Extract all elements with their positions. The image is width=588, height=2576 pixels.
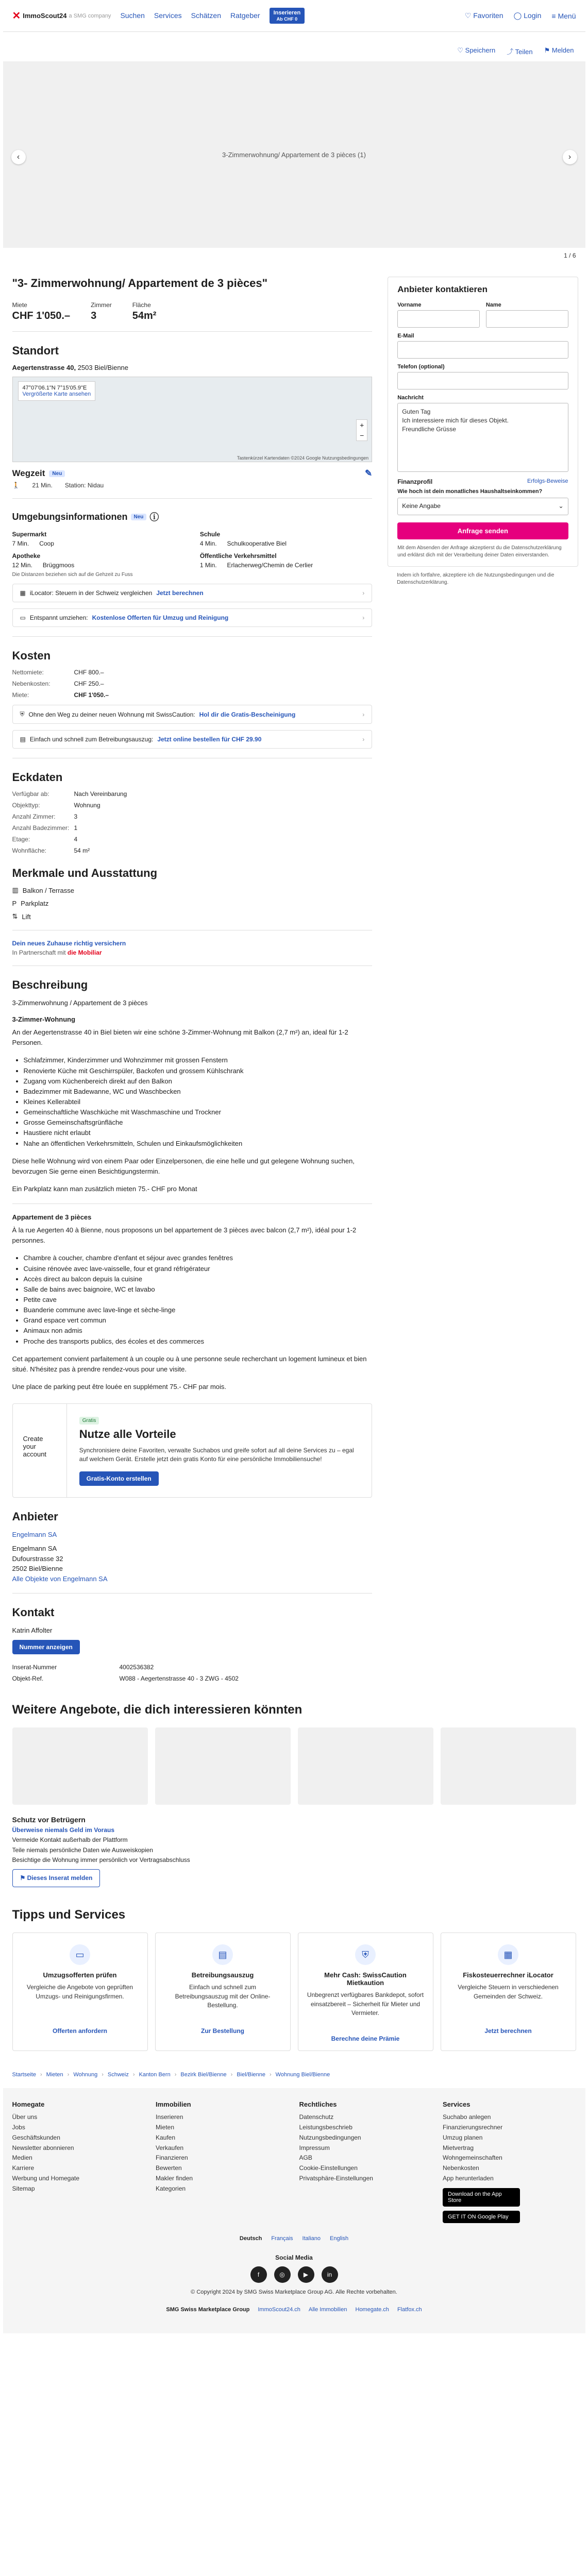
- listing-ids: Inserat-Nummer 4002536382 Objekt-Ref. W088 - Aegertenstrasse 40 - 3 ZWG - 4502: [12, 1663, 239, 1682]
- more-offers-heading: Weitere Angebote, die dich interessieren könnten: [12, 1702, 303, 1717]
- account-promo: Create your account Gratis Nutze alle Vorteile Synchronisiere deine Favoriten, verwalte Suchabos und greife sofort auf all deine Services zu – egal auf welchem Gerät. Erstelle jetzt dein gratis Konto für eine persönliche Immobiliensuche! Gratis-Konto erstellen: [12, 1403, 373, 1498]
- zoom-in-icon[interactable]: +: [360, 421, 364, 429]
- cost-table: Nettomiete: CHF 800.– Nebenkosten: CHF 250.– Miete: CHF 1'050.–: [12, 669, 109, 699]
- phone-input[interactable]: [397, 372, 568, 389]
- free-badge: Gratis: [79, 1417, 99, 1425]
- provider-info: Engelmann SA Engelmann SA Dufourstrasse 32 2502 Biel/Bienne Alle Objekte von Engelmann SA: [12, 1530, 108, 1583]
- tip-link[interactable]: Jetzt berechnen: [484, 2027, 532, 2035]
- chevron-right-icon: ›: [362, 736, 365, 743]
- main-nav: [120, 8, 305, 24]
- listing-actions: [3, 32, 585, 61]
- tip-card: ▤ Betreibungsauszug Einfach und schnell zum Betreibungsauszug mit der Online-Bestellung. Zur Bestellung: [155, 1933, 291, 2051]
- feature-balcony: ▥ Balkon / Terrasse: [12, 886, 74, 894]
- app-store-badge[interactable]: Download on the App Store: [443, 2188, 520, 2207]
- kontakt-heading: Kontakt: [12, 1606, 55, 1619]
- poi-transport: Öffentliche Verkehrsmittel 1 Min. Erlacherweg/Chemin de Cerlier: [199, 552, 313, 569]
- report-button[interactable]: ⚑ Melden: [544, 46, 574, 54]
- tips-heading: Tipps und Services: [12, 1908, 126, 1922]
- swisscaution-banner[interactable]: ⛨ Ohne den Weg zu deiner neuen Wohnung mit SwissCaution: Hol dir die Gratis-Bescheinigung ›: [12, 705, 373, 724]
- heart-icon: ♡: [457, 46, 464, 54]
- create-account-button[interactable]: Gratis-Konto erstellen: [79, 1471, 159, 1486]
- area-value: 54m²: [132, 310, 157, 321]
- breadcrumb: Startseite › Mieten › Wohnung › Schweiz › Kanton Bern › Bezirk Biel/Bienne › Biel/Bienne › Wohnung Biel/Bienne: [12, 2072, 330, 2078]
- inserieren-button[interactable]: Inserieren Ab CHF 0: [270, 8, 305, 24]
- image-gallery[interactable]: [3, 61, 585, 259]
- offer-card-placeholder[interactable]: [298, 1727, 433, 1805]
- form-legal: Mit dem Absenden der Anfrage akzeptierst du die Datenschutzerklärung und erklärst dich mit der Verarbeitung deiner Daten einverstanden.: [397, 545, 562, 558]
- map-footer: Tastenkürzel Kartendaten ©2024 Google Nutzungsbedingungen: [237, 455, 369, 461]
- rent-label: Miete: [12, 301, 27, 309]
- wegzeit-heading: Wegzeit Neu ✎: [12, 468, 373, 478]
- parking-icon: P: [12, 900, 17, 907]
- show-number-button[interactable]: Nummer anzeigen: [12, 1640, 80, 1654]
- tip-card: ▦ Fiskosteuerrechner iLocator Vergleiche Steuern in verschiedenen Gemeinden der Schweiz. Jetzt berechnen: [441, 1933, 576, 2051]
- moving-banner[interactable]: ▭ Entspannt umziehen: Kostenlose Offerten für Umzug und Reinigung ›: [12, 608, 373, 627]
- poi-school: Schule 4 Min. Schulkooperative Biel: [199, 531, 287, 547]
- address: Aegertenstrasse 40, 2503 Biel/Bienne: [12, 364, 129, 371]
- gallery-next-button[interactable]: [563, 150, 577, 164]
- contact-form: Anbieter kontaktieren Vorname Name E-Mail Telefon (optional) Nachricht Guten Tag Ich interessiere mich für dieses Objekt. Freundliche Grüsse Finanzprofil Erfolgs-Beweise Wie hoch ist dein monatliches Haushaltseinkommen? Keine Angabe ⌄ Anfrage senden Mit dem Absenden der Anfrage akzeptierst du die Datenschutzerklärung und erklärst dich mit der Verarbeitung deiner Daten einverstanden.: [388, 277, 578, 567]
- heart-icon: ♡: [464, 11, 472, 20]
- tip-card: ▭ Umzugsofferten prüfen Vergleiche die Angebote von geprüften Umzugs- und Reinigungsfirmen. Offerten anfordern: [12, 1933, 148, 2051]
- google-play-badge[interactable]: GET IT ON Google Play: [443, 2211, 520, 2223]
- contact-sidebar: [388, 277, 578, 1682]
- document-icon: ▤: [212, 1944, 233, 1965]
- login-link[interactable]: ◯ Login: [513, 11, 542, 20]
- edit-icon[interactable]: ✎: [364, 468, 373, 478]
- tip-link[interactable]: Berechne deine Prämie: [331, 2035, 400, 2043]
- fraud-protection: Schutz vor Betrügern Überweise niemals Geld im Voraus Vermeide Kontakt außerhalb der Plattform Teile niemals persönliche Daten wie Ausweiskopien Besichtige die Wohnung immer persönlich vor Vertragsabschluss ⚑ Dieses Inserat melden: [12, 1814, 576, 1887]
- key-facts: [12, 301, 373, 322]
- user-icon: ◯: [513, 11, 522, 20]
- description: Beschreibung 3-Zimmerwohnung / Appartement de 3 pièces 3-Zimmer-Wohnung An der Aegertenstrasse 40 in Biel bieten wir eine schöne 3-Zimmer-Wohnung mit Balkon (2,7 m²) an, ideal für 1-2 Personen. • Schlafzimmer, Kinderzimmer und Wohnzimmer mit grossen Fenstern • Renovierte Küche mit Geschirrspüler, Backofen und grossem Kühlschrank • Zugang vom Küchenbereich direkt auf den Balkon • Badezimmer mit Badewanne, WC und Waschbecken • Kleines Kellerabteil • Gemeinschaftliche Waschküche mit Waschmaschine und Trockner • Grosse Gemeinschaftsgrünfläche • Haustiere nicht erlaubt • Nahe an öffentlichen Verkehrsmitteln, Schulen und Einkaufsmöglichkeiten Diese helle Wohnung wird von einem Paar oder Einzelpersonen, die eine helle und gut gelegene Wohnung suchen, bevorzugen Sie gerne einen Besichtigungstermin. Ein Parkplatz kann man zusätzlich mieten 75.- CHF pro Monat Appartement de 3 pièces À la rue Aegerten 40 à Bienne, nous proposons un bel appartement de 3 pièces avec balcon (2,7 m²), idéal pour 1-2 personnes. • Chambre à coucher, chambre d'enfant et séjour avec grandes fenêtres • Cuisine rénovée avec lave-vaisselle, four et grand réfrigérateur • Accès direct au balcon depuis la cuisine • Salle de bains avec baignoire, WC et lavabo • Petite cave • Buanderie commune avec lave-linge et sèche-linge • Grand espace vert commun • Animaux non admis • Proche des transports publics, des écoles et des commerces Cet appartement convient parfaitement à un couple ou à une personne seule recherchant un logement lumineux et bien situé. N'hésitez pas à prendre rendez-vous pour une visite. Une place de parking peut être louée en supplément 75.- CHF par mois.: [12, 978, 373, 1392]
- balcony-icon: ▥: [12, 886, 19, 894]
- offer-card-placeholder[interactable]: [12, 1727, 148, 1805]
- share-button[interactable]: ⤴ Teilen: [507, 48, 533, 56]
- betreibung-banner[interactable]: ▤ Einfach und schnell zum Betreibungsauszug: Jetzt online bestellen für CHF 29.90 ›: [12, 730, 373, 749]
- gallery-caption: 3-Zimmerwohnung/ Appartement de 3 pièces (1): [222, 150, 366, 159]
- area-label: Fläche: [132, 301, 151, 309]
- merkmale-heading: Merkmale und Ausstattung: [12, 867, 158, 879]
- map-enlarge-link[interactable]: Vergrößerte Karte ansehen: [22, 391, 91, 397]
- listing-title: "3- Zimmerwohnung/ Appartement de 3 pièces": [12, 277, 268, 290]
- calculator-icon: ▦: [498, 1944, 518, 1965]
- social-icons: [12, 2266, 576, 2283]
- tax-banner[interactable]: ▦ iLocator: Steuern in der Schweiz vergleichen Jetzt berechnen ›: [12, 584, 373, 602]
- menu-button[interactable]: ≡ Menü: [551, 11, 576, 20]
- map-info-box: 47°07'06.1"N 7°15'05.9"E Vergrößerte Karte ansehen: [18, 381, 96, 401]
- zoom-out-icon[interactable]: −: [360, 431, 364, 439]
- favoriten-link[interactable]: ♡ Favoriten: [464, 11, 503, 20]
- offer-card-placeholder[interactable]: [155, 1727, 291, 1805]
- linkedin-icon[interactable]: in: [322, 2266, 338, 2283]
- elevator-icon: ⇅: [12, 912, 18, 920]
- social-heading: Social Media: [275, 2253, 313, 2261]
- truck-icon: ▭: [20, 614, 26, 621]
- finance-info-link[interactable]: Erfolgs-Beweise: [527, 478, 568, 484]
- provider-link[interactable]: Engelmann SA: [12, 1530, 57, 1538]
- chevron-right-icon: ›: [362, 710, 365, 718]
- instagram-icon[interactable]: ◎: [274, 2266, 291, 2283]
- chevron-right-icon: ›: [568, 152, 572, 161]
- chevron-left-icon: ‹: [16, 152, 20, 161]
- umgebung-heading: Umgebungsinformationen Neu ⓘ: [12, 510, 373, 523]
- message-textarea[interactable]: Guten Tag Ich interessiere mich für dieses Objekt. Freundliche Grüsse: [397, 403, 568, 472]
- nav-services[interactable]: Services: [154, 11, 182, 20]
- anbieter-heading: Anbieter: [12, 1510, 58, 1523]
- flag-icon: ⚑: [544, 46, 550, 54]
- contact-person: Katrin Affolter: [12, 1626, 53, 1635]
- nav-schaetzen[interactable]: Schätzen: [191, 11, 221, 20]
- chevron-right-icon: ›: [362, 589, 365, 597]
- facebook-icon[interactable]: f: [250, 2266, 267, 2283]
- tip-link[interactable]: Offerten anfordern: [52, 2027, 107, 2035]
- distance-note: Die Distanzen beziehen sich auf die Gehzeit zu Fuss: [12, 572, 133, 578]
- new-badge: Neu: [49, 470, 65, 477]
- contact-form-title: Anbieter kontaktieren: [397, 284, 488, 294]
- group-links: SMG Swiss Marketplace Group ImmoScout24.ch Alle Immobilien Homegate.ch Flatfox.ch: [166, 2306, 422, 2313]
- tip-link[interactable]: Zur Bestellung: [200, 2027, 244, 2035]
- header: [3, 0, 585, 32]
- nav-suchen[interactable]: Suchen: [120, 11, 145, 20]
- rooms-label: Zimmer: [91, 301, 112, 309]
- logo-mark-icon: ✕: [12, 10, 21, 22]
- poi-supermarket: Supermarkt 7 Min. Coop: [12, 531, 54, 547]
- standort-heading: Standort: [12, 344, 59, 357]
- rooms-value: 3: [91, 310, 97, 321]
- map-zoom-control[interactable]: [356, 419, 367, 441]
- income-select[interactable]: Keine Angabe ⌄: [397, 498, 568, 515]
- youtube-icon[interactable]: ▶: [298, 2266, 314, 2283]
- feature-lift: ⇅ Lift: [12, 912, 31, 921]
- kosten-heading: Kosten: [12, 649, 51, 662]
- description-list-de: • Schlafzimmer, Kinderzimmer und Wohnzimmer mit grossen Fenstern • Renovierte Küche mit Geschirrspüler, Backofen und grossem Kühlschrank • Zugang vom Küchenbereich direkt auf den Balkon • Badezimmer mit Badewanne, WC und Waschbecken • Kleines Kellerabteil • Gemeinschaftliche Waschküche mit Waschmaschine und Trockner • Grosse Gemeinschaftsgrünfläche • Haustiere nicht erlaubt • Nahe an öffentlichen Verkehrsmitteln, Schulen und Einkaufsmöglichkeiten: [24, 1055, 373, 1148]
- first-name-input[interactable]: [397, 310, 480, 328]
- main-content: [12, 277, 373, 1682]
- description-list-fr: • Chambre à coucher, chambre d'enfant et séjour avec grandes fenêtres • Cuisine rénovée avec lave-vaisselle, four et grand réfrigérateur • Accès direct au balcon depuis la cuisine • Salle de bains avec baignoire, WC et lavabo • Petite cave • Buanderie commune avec lave-linge et sèche-linge • Grand espace vert commun • Animaux non admis • Proche des transports publics, des écoles et des commerces: [24, 1253, 373, 1346]
- language-switcher: Deutsch Français Italiano English: [239, 2235, 349, 2242]
- form-legal-2: Indem ich fortfahre, akzeptiere ich die Nutzungsbedingungen und die Datenschutzerklärung.: [397, 572, 555, 585]
- chevron-down-icon: ⌄: [558, 502, 564, 510]
- walk-icon: 🚶: [12, 482, 20, 489]
- flag-icon: ⚑: [20, 1874, 26, 1882]
- report-listing-button[interactable]: ⚑ Dieses Inserat melden: [12, 1869, 100, 1887]
- feature-parking: P Parkplatz: [12, 900, 49, 907]
- offer-card-placeholder[interactable]: [441, 1727, 576, 1805]
- nav-ratgeber[interactable]: Ratgeber: [230, 11, 260, 20]
- wegzeit-info: 🚶 21 Min. Station: Nidau: [12, 482, 104, 489]
- shield-icon: ⛨: [20, 710, 25, 718]
- email-input[interactable]: [397, 341, 568, 359]
- share-icon: ⤴: [507, 48, 514, 56]
- info-icon[interactable]: ⓘ: [149, 512, 159, 522]
- tips-grid: [12, 1933, 576, 2051]
- menu-icon: ≡: [551, 11, 556, 20]
- document-icon: ▤: [20, 736, 26, 743]
- gallery-prev-button[interactable]: [11, 150, 26, 164]
- copyright: © Copyright 2024 by SMG Swiss Marketplace Group AG. Alle Rechte vorbehalten.: [191, 2289, 397, 2295]
- save-button[interactable]: ♡ Speichern: [457, 46, 496, 54]
- footer-link[interactable]: Über uns: [12, 2113, 38, 2121]
- rent-value: CHF 1'050.–: [12, 310, 71, 321]
- chevron-right-icon: ›: [362, 614, 365, 621]
- location-map[interactable]: [12, 377, 373, 462]
- calculator-icon: ▦: [20, 589, 26, 597]
- gallery-counter: 1 / 6: [564, 252, 576, 259]
- eckdaten-heading: Eckdaten: [12, 771, 63, 784]
- poi-pharmacy: Apotheke 12 Min. Brüggmoos: [12, 552, 75, 569]
- footer: Homegate Über uns Jobs Geschäftskunden Newsletter abonnieren Medien Karriere Werbung und Homegate Sitemap Immobilien Inserieren Mieten Kaufen Verkaufen Finanzieren Bewerten Makler finden Kategorien Rechtliches Datenschutz Leistungsbeschrieb Nutzungsbedingungen Impressum AGB Cookie-Einstellungen Privatsphäre-Einstellungen Services Suchabo anlegen Finanzierungsrechner Umzug planen Mietvertrag Wohngemeinschaften Nebenkosten App herunterladen Download on the App StoreGET IT ON Google Play Deutsch Français Italiano English Social Media f ◎ ▶ in © Copyright 2024 by SMG Swiss Marketplace Group AG. Alle Rechte vorbehalten. SMG Swiss Marketplace Group ImmoScout24.ch Alle Immobilien Homegate.ch Flatfox.ch: [3, 2088, 585, 2333]
- surroundings-grid: [12, 531, 373, 569]
- description-heading: Beschreibung: [12, 978, 88, 991]
- truck-icon: ▭: [70, 1944, 90, 1965]
- logo[interactable]: ✕ ImmoScout24 a SMG company: [12, 10, 111, 22]
- eckdaten-table: Verfügbar ab: Nach Vereinbarung Objekttyp: Wohnung Anzahl Zimmer: 3 Anzahl Badezimmer: 1 Etage: 4 Wohnfläche: 54 m²: [12, 790, 127, 854]
- tip-card: ⛨ Mehr Cash: SwissCaution Mietkaution Unbegrenzt verfügbares Bankdepot, sofort einsatzbereit – Sicherheit für Mieter und Vermieter. Berechne deine Prämie: [298, 1933, 433, 2051]
- send-request-button[interactable]: Anfrage senden: [397, 522, 568, 539]
- offers-skeleton: [12, 1727, 576, 1805]
- last-name-input[interactable]: [486, 310, 568, 328]
- all-objects-link[interactable]: Alle Objekte von Engelmann SA: [12, 1574, 108, 1583]
- insurance-promo[interactable]: Dein neues Zuhause richtig versichern In Partnerschaft mit die Mobiliar: [12, 940, 126, 956]
- shield-icon: ⛨: [355, 1944, 376, 1965]
